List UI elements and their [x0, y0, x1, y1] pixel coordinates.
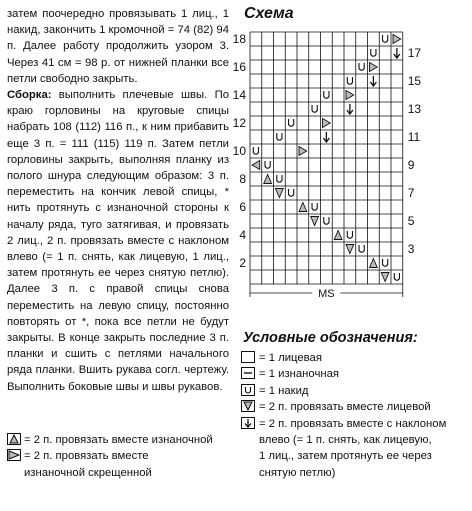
knit-together-symbol [381, 273, 389, 282]
yarn-over-symbol [347, 231, 352, 238]
yarn-over-symbol [289, 189, 294, 196]
knit-together-icon [241, 400, 255, 412]
purl-icon [241, 367, 255, 379]
row-number-left: 14 [232, 88, 246, 102]
purl-crossed-text-1: = 2 п. провязать вместе [24, 450, 149, 463]
purl-crossed-icon [7, 449, 21, 461]
row-number-left: 4 [239, 228, 246, 242]
yarn-over-symbol [253, 147, 258, 154]
purl-crossed-text-2: изнаночной скрещенной [24, 466, 152, 479]
slip-knit-pass-icon [241, 417, 255, 429]
yarn-over-symbol [277, 133, 282, 140]
purl-together-symbol [299, 203, 307, 212]
chart-title: Схема [244, 5, 294, 22]
knitting-chart [226, 28, 426, 320]
assembly-label: Сборка: [7, 89, 52, 102]
legend-knit-text: = 1 лицевая [259, 352, 322, 364]
knit-together-symbol [276, 189, 284, 198]
legend-item-k2tog [241, 399, 469, 415]
legend-item-yo [241, 383, 469, 399]
legend-ssk-text-3: 1 лиц., затем протянуть ее через [259, 450, 432, 463]
purl-together-symbol [264, 175, 272, 184]
row-number-right: 5 [407, 214, 415, 228]
legend-ssk-text-4: снятую петлю) [259, 466, 336, 479]
legend-title: Условные обозначения: [243, 330, 418, 346]
left-legend-purl-together [7, 432, 237, 448]
row-number-left: 8 [239, 172, 246, 186]
yarn-over-symbol [383, 259, 388, 266]
row-number-left: 2 [239, 256, 246, 270]
legend-k2tog-text: = 2 п. провязать вместе лицевой [259, 401, 431, 414]
triangle-right-symbol [346, 91, 354, 100]
assembly-text: выполнить плечевые швы. По краю горловины на круговые спицы набрать 108 (112) 116 п., к ним прибавить еще 3 п. = 111 (115) 119 п. Затем петли горловины закрыть, выполняя планку из полого шнура следующим образом: 3 п. переместить на кончик левой спицы, * нить протянуть с изнаночной стороны к началу ряда, туго затягивая, и провязать 2 лиц., 2 п. провязать вместе с наклоном влево (= 1 п. снять, как лицевую, 1 лиц., затем протянуть ее через снятую петлю). Далее 3 п. с правой спицы снова переместить на левую спицу, постоянно повторять от *, пока все петли не будут закрыты. В конце закрыть последние 3 п. планки и сшить с петлями начального ряда планки. Вшить рукава согл. чертежу. Выполнить боковые швы и швы рукавов. [7, 89, 229, 393]
row-number-left: 12 [232, 116, 246, 130]
yarn-over-symbol [371, 49, 376, 56]
row-number-right: 15 [407, 74, 422, 88]
triangle-right-symbol [323, 119, 331, 128]
knit-together-symbol [311, 217, 319, 226]
triangle-right-symbol [370, 63, 378, 72]
yarn-over-symbol [277, 175, 282, 182]
row-number-left: 16 [232, 60, 246, 74]
row-number-right: 3 [407, 242, 415, 256]
yarn-over-symbol [359, 245, 364, 252]
left-legend [7, 432, 237, 481]
legend-ssk-text-1: = 2 п. провязать вместе с наклоном [259, 417, 447, 430]
knit-icon [241, 351, 255, 363]
yarn-over-symbol [324, 91, 329, 98]
left-legend-purl-crossed [7, 448, 237, 464]
row-number-right: 7 [407, 186, 415, 200]
row-number-right: 13 [407, 102, 422, 116]
yarn-over-symbol [312, 105, 317, 112]
yarn-over-icon [241, 384, 255, 396]
triangle-right-symbol [393, 35, 401, 44]
knit-together-symbol [346, 245, 354, 254]
yarn-over-symbol [289, 119, 294, 126]
row-number-right: 17 [407, 46, 422, 60]
yarn-over-symbol [347, 77, 352, 84]
yarn-over-symbol [312, 203, 317, 210]
repeat-label: MS [318, 288, 335, 300]
instructions-paragraph-2 [7, 87, 229, 395]
triangle-left-symbol [252, 161, 260, 170]
purl-together-icon [7, 433, 21, 445]
yarn-over-symbol [324, 217, 329, 224]
yarn-over-symbol [383, 35, 388, 42]
row-number-left: 6 [239, 200, 246, 214]
purl-together-symbol [370, 259, 378, 268]
row-number-left: 10 [232, 144, 246, 158]
row-number-right: 11 [407, 130, 421, 144]
yarn-over-symbol [394, 273, 399, 280]
purl-together-symbol [334, 231, 342, 240]
legend-purl-text: = 1 изнаночная [259, 368, 339, 381]
legend-ssk-text-2: влево (= 1 п. снять, как лицевую, [259, 434, 432, 447]
row-number-left: 18 [232, 32, 246, 46]
left-legend-purl-crossed-wrap [7, 465, 237, 481]
legend-item-knit [241, 350, 469, 366]
legend-item-ssk [241, 416, 469, 432]
legend-item-purl [241, 366, 469, 382]
instructions-paragraph-1: затем поочередно провязывать 1 лиц., 1 накид, закончить 1 кромочной = 74 (82) 94 п. Далее работу продолжить узором 3. Через 41 см = 98 р. от нижней планки все петли свободно закрыть. [7, 8, 229, 85]
yarn-over-symbol [265, 161, 270, 168]
purl-together-text: = 2 п. провязать вместе изнаночной [24, 434, 213, 446]
row-number-right: 9 [407, 158, 415, 172]
symbol-legend [241, 350, 469, 481]
legend-yo-text: = 1 накид [259, 384, 309, 397]
triangle-right-symbol [299, 147, 307, 156]
instructions-text [7, 6, 229, 395]
yarn-over-symbol [359, 63, 364, 70]
